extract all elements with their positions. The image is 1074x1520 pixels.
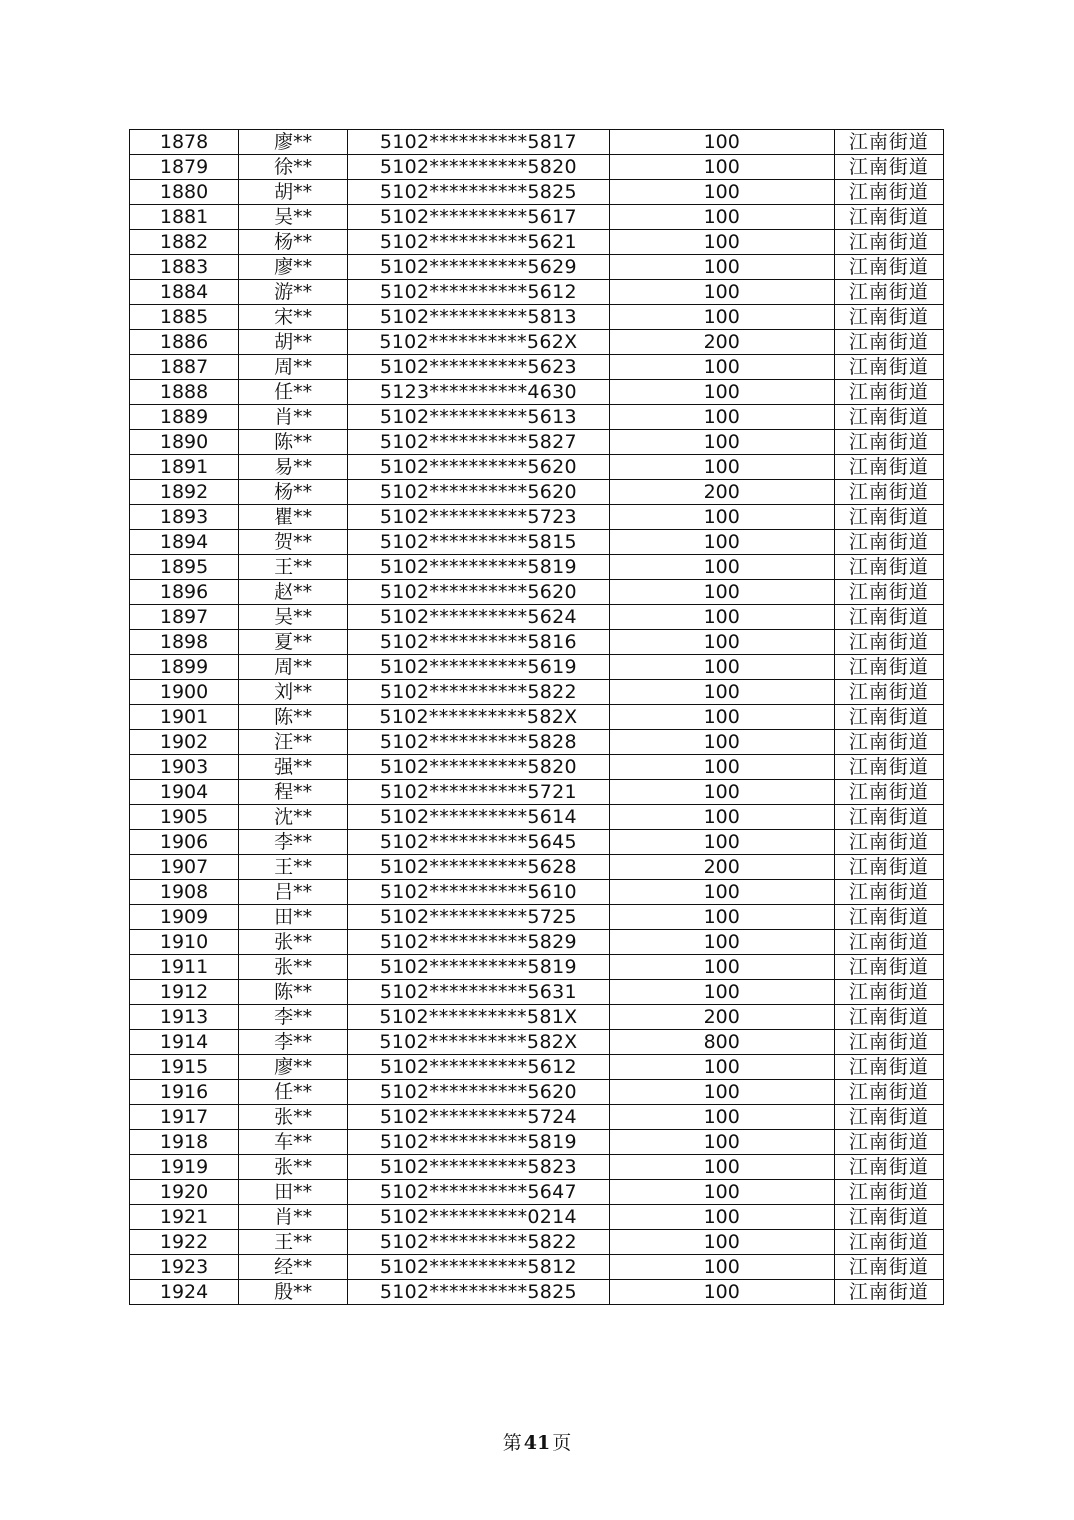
name-cell: 田** bbox=[239, 1180, 348, 1205]
amount-cell: 100 bbox=[609, 1230, 834, 1255]
amount-cell: 100 bbox=[609, 830, 834, 855]
street-cell: 江南街道 bbox=[834, 955, 943, 980]
street-cell: 江南街道 bbox=[834, 1005, 943, 1030]
row-number-cell: 1912 bbox=[130, 980, 239, 1005]
amount-cell: 200 bbox=[609, 855, 834, 880]
row-number-cell: 1882 bbox=[130, 230, 239, 255]
name-cell: 廖** bbox=[239, 130, 348, 155]
table-row bbox=[130, 155, 944, 180]
row-number-cell: 1920 bbox=[130, 1180, 239, 1205]
table-row bbox=[130, 1205, 944, 1230]
street-cell: 江南街道 bbox=[834, 530, 943, 555]
name-cell: 殷** bbox=[239, 1280, 348, 1305]
amount-cell: 100 bbox=[609, 805, 834, 830]
amount-cell: 100 bbox=[609, 380, 834, 405]
table-row bbox=[130, 930, 944, 955]
street-cell: 江南街道 bbox=[834, 605, 943, 630]
amount-cell: 200 bbox=[609, 480, 834, 505]
street-cell: 江南街道 bbox=[834, 755, 943, 780]
table-row bbox=[130, 1030, 944, 1055]
row-number-cell: 1886 bbox=[130, 330, 239, 355]
id-number-cell: 5102**********5822 bbox=[348, 680, 609, 705]
row-number-cell: 1921 bbox=[130, 1205, 239, 1230]
id-number-cell: 5102**********5822 bbox=[348, 1230, 609, 1255]
row-number-cell: 1885 bbox=[130, 305, 239, 330]
name-cell: 张** bbox=[239, 955, 348, 980]
row-number-cell: 1908 bbox=[130, 880, 239, 905]
name-cell: 杨** bbox=[239, 480, 348, 505]
id-number-cell: 5102**********5620 bbox=[348, 1080, 609, 1105]
amount-cell: 100 bbox=[609, 1280, 834, 1305]
amount-cell: 100 bbox=[609, 1180, 834, 1205]
name-cell: 胡** bbox=[239, 330, 348, 355]
street-cell: 江南街道 bbox=[834, 1080, 943, 1105]
id-number-cell: 5102**********5620 bbox=[348, 480, 609, 505]
table-row bbox=[130, 305, 944, 330]
name-cell: 吴** bbox=[239, 605, 348, 630]
id-number-cell: 5102**********0214 bbox=[348, 1205, 609, 1230]
id-number-cell: 5102**********5723 bbox=[348, 505, 609, 530]
name-cell: 任** bbox=[239, 1080, 348, 1105]
table-row bbox=[130, 380, 944, 405]
name-cell: 吴** bbox=[239, 205, 348, 230]
row-number-cell: 1911 bbox=[130, 955, 239, 980]
table-row bbox=[130, 1230, 944, 1255]
row-number-cell: 1883 bbox=[130, 255, 239, 280]
amount-cell: 100 bbox=[609, 255, 834, 280]
table-row bbox=[130, 955, 944, 980]
street-cell: 江南街道 bbox=[834, 305, 943, 330]
table-row bbox=[130, 630, 944, 655]
row-number-cell: 1906 bbox=[130, 830, 239, 855]
street-cell: 江南街道 bbox=[834, 130, 943, 155]
street-cell: 江南街道 bbox=[834, 405, 943, 430]
id-number-cell: 5102**********5620 bbox=[348, 580, 609, 605]
name-cell: 王** bbox=[239, 1230, 348, 1255]
row-number-cell: 1897 bbox=[130, 605, 239, 630]
street-cell: 江南街道 bbox=[834, 1280, 943, 1305]
id-number-cell: 5102**********5819 bbox=[348, 1130, 609, 1155]
id-number-cell: 5102**********5647 bbox=[348, 1180, 609, 1205]
name-cell: 李** bbox=[239, 830, 348, 855]
name-cell: 王** bbox=[239, 855, 348, 880]
amount-cell: 100 bbox=[609, 1080, 834, 1105]
id-number-cell: 5102**********582X bbox=[348, 705, 609, 730]
name-cell: 强** bbox=[239, 755, 348, 780]
amount-cell: 100 bbox=[609, 555, 834, 580]
street-cell: 江南街道 bbox=[834, 830, 943, 855]
amount-cell: 100 bbox=[609, 530, 834, 555]
street-cell: 江南街道 bbox=[834, 1055, 943, 1080]
row-number-cell: 1909 bbox=[130, 905, 239, 930]
street-cell: 江南街道 bbox=[834, 1155, 943, 1180]
table-row bbox=[130, 1155, 944, 1180]
row-number-cell: 1914 bbox=[130, 1030, 239, 1055]
street-cell: 江南街道 bbox=[834, 630, 943, 655]
id-number-cell: 5102**********581X bbox=[348, 1005, 609, 1030]
row-number-cell: 1890 bbox=[130, 430, 239, 455]
street-cell: 江南街道 bbox=[834, 705, 943, 730]
amount-cell: 100 bbox=[609, 930, 834, 955]
table-row bbox=[130, 480, 944, 505]
amount-cell: 100 bbox=[609, 505, 834, 530]
street-cell: 江南街道 bbox=[834, 455, 943, 480]
name-cell: 车** bbox=[239, 1130, 348, 1155]
street-cell: 江南街道 bbox=[834, 180, 943, 205]
row-number-cell: 1895 bbox=[130, 555, 239, 580]
name-cell: 廖** bbox=[239, 255, 348, 280]
id-number-cell: 5102**********5628 bbox=[348, 855, 609, 880]
amount-cell: 100 bbox=[609, 580, 834, 605]
id-number-cell: 5102**********5624 bbox=[348, 605, 609, 630]
amount-cell: 100 bbox=[609, 630, 834, 655]
amount-cell: 800 bbox=[609, 1030, 834, 1055]
table-row bbox=[130, 205, 944, 230]
row-number-cell: 1923 bbox=[130, 1255, 239, 1280]
amount-cell: 100 bbox=[609, 905, 834, 930]
name-cell: 徐** bbox=[239, 155, 348, 180]
amount-cell: 100 bbox=[609, 305, 834, 330]
id-number-cell: 5102**********5645 bbox=[348, 830, 609, 855]
amount-cell: 200 bbox=[609, 330, 834, 355]
table-row bbox=[130, 1280, 944, 1305]
street-cell: 江南街道 bbox=[834, 230, 943, 255]
id-number-cell: 5102**********5825 bbox=[348, 1280, 609, 1305]
id-number-cell: 5102**********5623 bbox=[348, 355, 609, 380]
row-number-cell: 1898 bbox=[130, 630, 239, 655]
id-number-cell: 5102**********5816 bbox=[348, 630, 609, 655]
amount-cell: 100 bbox=[609, 230, 834, 255]
name-cell: 周** bbox=[239, 355, 348, 380]
street-cell: 江南街道 bbox=[834, 380, 943, 405]
street-cell: 江南街道 bbox=[834, 355, 943, 380]
table-row bbox=[130, 1055, 944, 1080]
amount-cell: 100 bbox=[609, 655, 834, 680]
street-cell: 江南街道 bbox=[834, 430, 943, 455]
street-cell: 江南街道 bbox=[834, 1255, 943, 1280]
row-number-cell: 1903 bbox=[130, 755, 239, 780]
name-cell: 李** bbox=[239, 1030, 348, 1055]
amount-cell: 100 bbox=[609, 1255, 834, 1280]
street-cell: 江南街道 bbox=[834, 905, 943, 930]
name-cell: 刘** bbox=[239, 680, 348, 705]
name-cell: 贺** bbox=[239, 530, 348, 555]
street-cell: 江南街道 bbox=[834, 805, 943, 830]
id-number-cell: 5102**********5820 bbox=[348, 155, 609, 180]
table-row bbox=[130, 880, 944, 905]
row-number-cell: 1899 bbox=[130, 655, 239, 680]
street-cell: 江南街道 bbox=[834, 505, 943, 530]
name-cell: 陈** bbox=[239, 980, 348, 1005]
street-cell: 江南街道 bbox=[834, 855, 943, 880]
recipient-table bbox=[129, 129, 944, 1305]
row-number-cell: 1900 bbox=[130, 680, 239, 705]
amount-cell: 100 bbox=[609, 405, 834, 430]
table-row bbox=[130, 730, 944, 755]
row-number-cell: 1881 bbox=[130, 205, 239, 230]
street-cell: 江南街道 bbox=[834, 205, 943, 230]
table-row bbox=[130, 230, 944, 255]
table-row bbox=[130, 405, 944, 430]
row-number-cell: 1894 bbox=[130, 530, 239, 555]
table-row bbox=[130, 255, 944, 280]
street-cell: 江南街道 bbox=[834, 980, 943, 1005]
row-number-cell: 1893 bbox=[130, 505, 239, 530]
amount-cell: 100 bbox=[609, 955, 834, 980]
amount-cell: 200 bbox=[609, 1005, 834, 1030]
name-cell: 任** bbox=[239, 380, 348, 405]
amount-cell: 100 bbox=[609, 455, 834, 480]
table-row bbox=[130, 530, 944, 555]
id-number-cell: 5102**********5825 bbox=[348, 180, 609, 205]
amount-cell: 100 bbox=[609, 705, 834, 730]
row-number-cell: 1916 bbox=[130, 1080, 239, 1105]
name-cell: 沈** bbox=[239, 805, 348, 830]
street-cell: 江南街道 bbox=[834, 655, 943, 680]
table-row bbox=[130, 705, 944, 730]
table-row bbox=[130, 1130, 944, 1155]
id-number-cell: 5102**********5827 bbox=[348, 430, 609, 455]
name-cell: 张** bbox=[239, 1105, 348, 1130]
id-number-cell: 5102**********5621 bbox=[348, 230, 609, 255]
street-cell: 江南街道 bbox=[834, 480, 943, 505]
street-cell: 江南街道 bbox=[834, 930, 943, 955]
table-row bbox=[130, 430, 944, 455]
name-cell: 周** bbox=[239, 655, 348, 680]
row-number-cell: 1880 bbox=[130, 180, 239, 205]
street-cell: 江南街道 bbox=[834, 280, 943, 305]
name-cell: 廖** bbox=[239, 1055, 348, 1080]
name-cell: 陈** bbox=[239, 430, 348, 455]
table-row bbox=[130, 180, 944, 205]
table-row bbox=[130, 830, 944, 855]
name-cell: 杨** bbox=[239, 230, 348, 255]
id-number-cell: 5102**********5829 bbox=[348, 930, 609, 955]
row-number-cell: 1887 bbox=[130, 355, 239, 380]
street-cell: 江南街道 bbox=[834, 1030, 943, 1055]
row-number-cell: 1918 bbox=[130, 1130, 239, 1155]
street-cell: 江南街道 bbox=[834, 680, 943, 705]
row-number-cell: 1879 bbox=[130, 155, 239, 180]
amount-cell: 100 bbox=[609, 355, 834, 380]
table-row bbox=[130, 855, 944, 880]
id-number-cell: 5102**********5812 bbox=[348, 1255, 609, 1280]
id-number-cell: 5102**********5721 bbox=[348, 780, 609, 805]
name-cell: 汪** bbox=[239, 730, 348, 755]
id-number-cell: 5102**********5819 bbox=[348, 555, 609, 580]
amount-cell: 100 bbox=[609, 1105, 834, 1130]
row-number-cell: 1922 bbox=[130, 1230, 239, 1255]
table-row bbox=[130, 130, 944, 155]
street-cell: 江南街道 bbox=[834, 780, 943, 805]
table-row bbox=[130, 580, 944, 605]
row-number-cell: 1901 bbox=[130, 705, 239, 730]
id-number-cell: 5102**********5620 bbox=[348, 455, 609, 480]
amount-cell: 100 bbox=[609, 880, 834, 905]
id-number-cell: 5102**********5817 bbox=[348, 130, 609, 155]
name-cell: 张** bbox=[239, 930, 348, 955]
table-row bbox=[130, 755, 944, 780]
name-cell: 经** bbox=[239, 1255, 348, 1280]
id-number-cell: 5102**********5612 bbox=[348, 280, 609, 305]
id-number-cell: 5102**********582X bbox=[348, 1030, 609, 1055]
row-number-cell: 1905 bbox=[130, 805, 239, 830]
street-cell: 江南街道 bbox=[834, 880, 943, 905]
table-row bbox=[130, 1180, 944, 1205]
row-number-cell: 1913 bbox=[130, 1005, 239, 1030]
table-row bbox=[130, 1080, 944, 1105]
amount-cell: 100 bbox=[609, 1155, 834, 1180]
row-number-cell: 1907 bbox=[130, 855, 239, 880]
street-cell: 江南街道 bbox=[834, 1230, 943, 1255]
id-number-cell: 5102**********5613 bbox=[348, 405, 609, 430]
id-number-cell: 5123**********4630 bbox=[348, 380, 609, 405]
id-number-cell: 5102**********5823 bbox=[348, 1155, 609, 1180]
street-cell: 江南街道 bbox=[834, 580, 943, 605]
name-cell: 赵** bbox=[239, 580, 348, 605]
amount-cell: 100 bbox=[609, 430, 834, 455]
table-row bbox=[130, 605, 944, 630]
amount-cell: 100 bbox=[609, 605, 834, 630]
street-cell: 江南街道 bbox=[834, 1180, 943, 1205]
amount-cell: 100 bbox=[609, 680, 834, 705]
name-cell: 瞿** bbox=[239, 505, 348, 530]
table-row bbox=[130, 555, 944, 580]
street-cell: 江南街道 bbox=[834, 1205, 943, 1230]
row-number-cell: 1888 bbox=[130, 380, 239, 405]
row-number-cell: 1910 bbox=[130, 930, 239, 955]
street-cell: 江南街道 bbox=[834, 255, 943, 280]
row-number-cell: 1878 bbox=[130, 130, 239, 155]
id-number-cell: 5102**********5724 bbox=[348, 1105, 609, 1130]
street-cell: 江南街道 bbox=[834, 1105, 943, 1130]
street-cell: 江南街道 bbox=[834, 730, 943, 755]
table-row bbox=[130, 505, 944, 530]
street-cell: 江南街道 bbox=[834, 555, 943, 580]
page-footer bbox=[0, 1428, 1074, 1455]
amount-cell: 100 bbox=[609, 730, 834, 755]
amount-cell: 100 bbox=[609, 755, 834, 780]
table-row bbox=[130, 330, 944, 355]
amount-cell: 100 bbox=[609, 1055, 834, 1080]
id-number-cell: 5102**********5828 bbox=[348, 730, 609, 755]
amount-cell: 100 bbox=[609, 205, 834, 230]
row-number-cell: 1892 bbox=[130, 480, 239, 505]
table-row bbox=[130, 680, 944, 705]
amount-cell: 100 bbox=[609, 280, 834, 305]
table-row bbox=[130, 280, 944, 305]
name-cell: 游** bbox=[239, 280, 348, 305]
table-body bbox=[130, 130, 944, 1305]
amount-cell: 100 bbox=[609, 780, 834, 805]
street-cell: 江南街道 bbox=[834, 1130, 943, 1155]
id-number-cell: 5102**********5813 bbox=[348, 305, 609, 330]
amount-cell: 100 bbox=[609, 1130, 834, 1155]
name-cell: 田** bbox=[239, 905, 348, 930]
name-cell: 胡** bbox=[239, 180, 348, 205]
id-number-cell: 5102**********5819 bbox=[348, 955, 609, 980]
name-cell: 夏** bbox=[239, 630, 348, 655]
id-number-cell: 5102**********5725 bbox=[348, 905, 609, 930]
name-cell: 肖** bbox=[239, 1205, 348, 1230]
id-number-cell: 5102**********5614 bbox=[348, 805, 609, 830]
name-cell: 李** bbox=[239, 1005, 348, 1030]
name-cell: 程** bbox=[239, 780, 348, 805]
row-number-cell: 1915 bbox=[130, 1055, 239, 1080]
id-number-cell: 5102**********5631 bbox=[348, 980, 609, 1005]
id-number-cell: 5102**********5617 bbox=[348, 205, 609, 230]
row-number-cell: 1924 bbox=[130, 1280, 239, 1305]
name-cell: 王** bbox=[239, 555, 348, 580]
row-number-cell: 1889 bbox=[130, 405, 239, 430]
name-cell: 陈** bbox=[239, 705, 348, 730]
page-number: 41 bbox=[523, 1432, 551, 1454]
row-number-cell: 1902 bbox=[130, 730, 239, 755]
row-number-cell: 1919 bbox=[130, 1155, 239, 1180]
row-number-cell: 1904 bbox=[130, 780, 239, 805]
row-number-cell: 1917 bbox=[130, 1105, 239, 1130]
id-number-cell: 5102**********5619 bbox=[348, 655, 609, 680]
amount-cell: 100 bbox=[609, 130, 834, 155]
table-row bbox=[130, 905, 944, 930]
name-cell: 肖** bbox=[239, 405, 348, 430]
name-cell: 宋** bbox=[239, 305, 348, 330]
name-cell: 张** bbox=[239, 1155, 348, 1180]
table-row bbox=[130, 1255, 944, 1280]
name-cell: 吕** bbox=[239, 880, 348, 905]
table-row bbox=[130, 455, 944, 480]
amount-cell: 100 bbox=[609, 1205, 834, 1230]
row-number-cell: 1896 bbox=[130, 580, 239, 605]
id-number-cell: 5102**********5610 bbox=[348, 880, 609, 905]
table-row bbox=[130, 780, 944, 805]
amount-cell: 100 bbox=[609, 980, 834, 1005]
table-row bbox=[130, 980, 944, 1005]
amount-cell: 100 bbox=[609, 155, 834, 180]
table-row bbox=[130, 355, 944, 380]
footer-suffix: 页 bbox=[552, 1432, 572, 1454]
table-row bbox=[130, 655, 944, 680]
row-number-cell: 1884 bbox=[130, 280, 239, 305]
footer-prefix: 第 bbox=[502, 1432, 522, 1454]
row-number-cell: 1891 bbox=[130, 455, 239, 480]
id-number-cell: 5102**********5612 bbox=[348, 1055, 609, 1080]
id-number-cell: 5102**********562X bbox=[348, 330, 609, 355]
id-number-cell: 5102**********5815 bbox=[348, 530, 609, 555]
table-row bbox=[130, 1005, 944, 1030]
id-number-cell: 5102**********5629 bbox=[348, 255, 609, 280]
street-cell: 江南街道 bbox=[834, 155, 943, 180]
id-number-cell: 5102**********5820 bbox=[348, 755, 609, 780]
table-row bbox=[130, 1105, 944, 1130]
street-cell: 江南街道 bbox=[834, 330, 943, 355]
name-cell: 易** bbox=[239, 455, 348, 480]
amount-cell: 100 bbox=[609, 180, 834, 205]
table-row bbox=[130, 805, 944, 830]
